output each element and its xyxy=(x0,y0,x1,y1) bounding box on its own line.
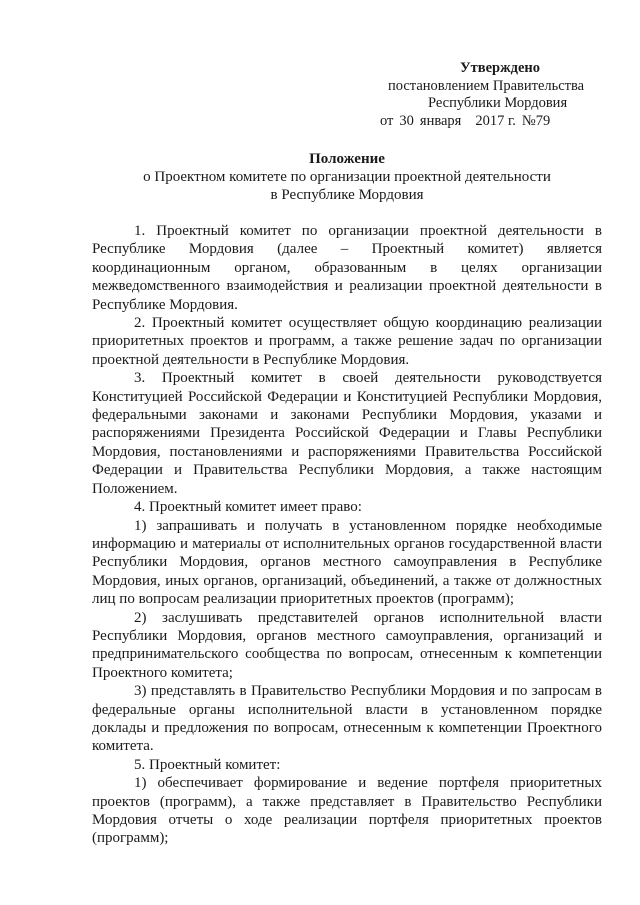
document-heading xyxy=(92,150,602,204)
paragraph-2: 2. Проектный комитет осуществляет общую координацию реализации приоритетных проектов и программ, а также решение задач по организации проектной деятельности в Республике Мордовия. xyxy=(92,315,602,368)
document-body xyxy=(92,222,602,848)
approval-line-2: Республики Мордовия xyxy=(428,95,568,111)
paragraph-4-item-3: 3) представлять в Правительство Республики Мордовия и по запросам в федеральные органы исполнительной власти в установленном порядке доклады и предложения по вопросам, отнесенным к компетенции Проектного комитета. xyxy=(92,683,602,755)
approval-date-month: января xyxy=(419,112,462,129)
approval-title: Утверждено xyxy=(460,60,540,76)
paragraph-4: 4. Проектный комитет имеет право: xyxy=(134,499,362,516)
paragraph-4-item-1: 1) запрашивать и получать в установленном порядке необходимые информацию и материалы от исполнительных органов государственной власти Республики Мордовия, органов местного самоуправления в Республике Мордовия, иных органов, организаций, объединений, а также от должностных лиц по вопросам реализации приоритетных проектов (программ); xyxy=(92,517,602,608)
approval-date-year: 2017 г. xyxy=(475,112,516,129)
document-title: Положение xyxy=(309,151,385,167)
document-subtitle-line-1: о Проектном комитете по организации проектной деятельности xyxy=(143,169,551,185)
approval-date-prefix: от xyxy=(380,112,394,129)
approval-number: №79 xyxy=(521,112,551,129)
paragraph-5: 5. Проектный комитет: xyxy=(134,756,281,773)
approval-date-day: 30 xyxy=(399,112,414,129)
paragraph-5-item-1: 1) обеспечивает формирование и ведение портфеля приоритетных проектов (программ), а также представляет в Правительство Республики Мордовия отчеты о ходе реализации портфеля приоритетных проектов (программ); xyxy=(92,775,602,847)
approval-line-1: постановлением Правительства xyxy=(388,77,585,94)
approval-date-line xyxy=(380,113,620,131)
approval-stamp xyxy=(380,60,620,130)
paragraph-4-item-2: 2) заслушивать представителей органов исполнительной власти Республики Мордовия, органов местного самоуправления, организаций и предпринимательского сообщества по вопросам, отнесенным к компетенции Проектного комитета; xyxy=(92,609,602,681)
paragraph-1: 1. Проектный комитет по организации проектной деятельности в Республике Мордовия (далее – Проектный комитет) является координационным органом, образованным в целях организации межведомственного взаимодействия и реализации проектной деятельности в Республике Мордовия. xyxy=(92,223,602,313)
document-subtitle-line-2: в Республике Мордовия xyxy=(270,187,424,203)
paragraph-3: 3. Проектный комитет в своей деятельности руководствуется Конституцией Российской Федерации и Конституцией Республики Мордовия, федеральными законами и законами Республики Мордовия, указами и распоряжениями Президента Российской Федерации и Главы Республики Мордовия, постановлениями и распоряжениями Правительства Российской Федерации и Правительства Республики Мордовия, а также настоящим Положением. xyxy=(92,370,602,497)
